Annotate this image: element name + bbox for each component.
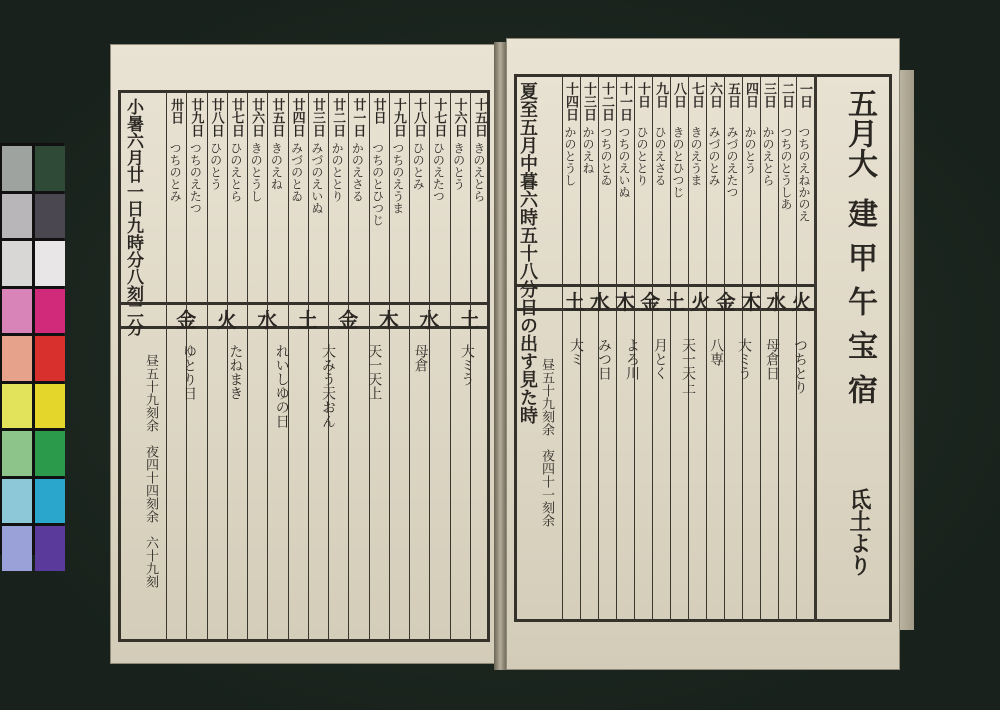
almanac-note: よろ川 xyxy=(624,338,640,380)
element-cell: 金 xyxy=(640,290,661,314)
day-sexagenary: かのとうし xyxy=(563,126,577,186)
color-swatch xyxy=(2,431,32,476)
almanac-note: みつ日 xyxy=(596,338,612,380)
day-sexagenary: ひのととり xyxy=(635,126,649,186)
mansion-tail: 氐土より xyxy=(846,488,872,576)
day-sexagenary: つちのえいぬ xyxy=(617,126,631,198)
day-number: 廿三日 xyxy=(309,98,325,137)
almanac-note: 天一天上 xyxy=(680,338,696,394)
shosho-sub: 昼五十九刻余 夜四十四刻余 六十九刻 xyxy=(143,354,158,588)
day-sexagenary: ひのえさる xyxy=(653,126,667,186)
column-rule xyxy=(348,92,349,642)
day-number: 二日 xyxy=(779,82,794,108)
almanac-note: 大ミ xyxy=(568,338,584,366)
day-sexagenary: つちのとひつじ xyxy=(370,142,385,226)
color-swatch xyxy=(2,384,32,429)
element-cell: 金 xyxy=(338,308,359,332)
element-cell: 木 xyxy=(378,308,399,332)
left-page xyxy=(110,44,498,664)
column-rule xyxy=(267,92,268,642)
day-number: 廿二日 xyxy=(330,98,346,137)
color-swatch xyxy=(2,526,32,571)
day-number: 十八日 xyxy=(411,98,427,137)
day-number: 十三日 xyxy=(581,82,596,121)
day-sexagenary: かのとう xyxy=(743,126,757,174)
day-number: 六日 xyxy=(707,82,722,108)
shosho-heading: 小暑六月廿一日九時分八刻二分 xyxy=(123,98,143,336)
color-checker xyxy=(0,143,64,555)
element-cell: 木 xyxy=(740,290,761,314)
open-book xyxy=(110,38,900,670)
element-cell: 水 xyxy=(419,308,440,332)
day-sexagenary: つちのとゐ xyxy=(599,126,613,186)
color-swatch xyxy=(35,479,65,524)
almanac-note: 八専 xyxy=(708,338,724,366)
day-sexagenary: みづのとゐ xyxy=(289,142,304,202)
day-number: 八日 xyxy=(671,82,686,108)
day-sexagenary: きのえね xyxy=(269,142,284,190)
day-number: 廿七日 xyxy=(228,98,244,137)
element-cell: 木 xyxy=(614,290,635,314)
column-rule xyxy=(389,92,390,642)
color-swatch xyxy=(35,146,65,191)
day-number: 廿日 xyxy=(370,98,386,124)
day-number: 十一日 xyxy=(617,82,632,121)
day-sexagenary: かのえとら xyxy=(761,126,775,186)
element-cell: 土 xyxy=(564,290,585,314)
day-sexagenary: きのえとら xyxy=(471,142,486,202)
day-number: 卅日 xyxy=(168,98,184,124)
element-cell: 水 xyxy=(257,308,278,332)
column-rule xyxy=(409,92,410,642)
day-number: 十四日 xyxy=(563,82,578,121)
day-number: 廿九日 xyxy=(188,98,204,137)
column-rule xyxy=(166,92,167,642)
day-sexagenary: きのとうし xyxy=(249,142,264,202)
color-swatch xyxy=(2,146,32,191)
stem-branch: 建甲午宝宿 xyxy=(842,198,877,418)
day-number: 四日 xyxy=(743,82,758,108)
day-sexagenary: かのえね xyxy=(581,126,595,174)
column-rule xyxy=(429,92,430,642)
element-cell: 火 xyxy=(690,290,711,314)
day-number: 一日 xyxy=(797,82,812,108)
color-swatch xyxy=(2,241,32,286)
day-sexagenary: つちのえうま xyxy=(390,142,405,214)
summer-sub: 昼五十九刻余 夜四十一刻余 xyxy=(539,358,554,527)
almanac-note: ゆとり日 xyxy=(181,344,198,400)
day-number: 十六日 xyxy=(451,98,467,137)
color-swatch xyxy=(35,526,65,571)
right-page xyxy=(506,38,900,670)
day-number: 三日 xyxy=(761,82,776,108)
day-number: 十九日 xyxy=(390,98,406,137)
color-swatch xyxy=(2,479,32,524)
summer-heading: 夏至五月中暮六時五十八分日の出す見た時 xyxy=(517,82,538,424)
element-cell: 土 xyxy=(459,308,480,332)
element-cell: 火 xyxy=(216,308,237,332)
color-swatch xyxy=(2,289,32,334)
day-number: 廿四日 xyxy=(289,98,305,137)
day-sexagenary: きのえうま xyxy=(689,126,703,186)
color-swatch xyxy=(35,241,65,286)
element-cell: 金 xyxy=(176,308,197,332)
day-sexagenary: つちのとうしあ xyxy=(779,126,793,210)
month-title: 五月大 xyxy=(842,88,877,178)
day-number: 十日 xyxy=(635,82,650,108)
day-number: 十二日 xyxy=(599,82,614,121)
day-number: 十七日 xyxy=(431,98,447,137)
title-divider xyxy=(814,74,817,622)
day-number: 九日 xyxy=(653,82,668,108)
day-sexagenary: みづのとみ xyxy=(707,126,721,186)
element-cell: 土 xyxy=(665,290,686,314)
day-number: 廿五日 xyxy=(269,98,285,137)
almanac-note: 月とく xyxy=(652,338,668,380)
color-swatch xyxy=(35,289,65,334)
element-cell: 水 xyxy=(589,290,610,314)
element-cell: 金 xyxy=(715,290,736,314)
almanac-note: 母倉 xyxy=(412,344,429,372)
day-sexagenary: つちのとみ xyxy=(168,142,183,202)
almanac-note: 大ミう xyxy=(736,338,752,380)
almanac-note: 大ミう xyxy=(458,344,475,386)
color-swatch xyxy=(35,194,65,239)
day-sexagenary: ひのえたつ xyxy=(431,142,446,202)
almanac-note: れいしゆの日 xyxy=(273,344,290,428)
almanac-note: たねまき xyxy=(227,344,244,400)
day-number: 七日 xyxy=(689,82,704,108)
day-number: 廿一日 xyxy=(350,98,366,137)
element-cell: 火 xyxy=(791,290,812,314)
color-swatch xyxy=(2,194,32,239)
color-swatch xyxy=(35,431,65,476)
day-sexagenary: かのえさる xyxy=(350,142,365,202)
almanac-note: 母倉日 xyxy=(764,338,780,380)
day-number: 五日 xyxy=(725,82,740,108)
almanac-note: 天一天上 xyxy=(366,344,383,400)
column-rule xyxy=(308,92,309,642)
element-cell: 土 xyxy=(297,308,318,332)
day-sexagenary: ひのとう xyxy=(208,142,223,190)
column-rule xyxy=(450,92,451,642)
almanac-note: 大みう天おん xyxy=(320,344,336,428)
day-sexagenary: ひのとみ xyxy=(411,142,426,190)
element-cell: 水 xyxy=(766,290,787,314)
day-sexagenary: つちのえねかのえ xyxy=(797,126,811,222)
day-number: 廿八日 xyxy=(208,98,224,137)
day-number: 十五日 xyxy=(471,98,487,137)
column-rule xyxy=(207,92,208,642)
day-sexagenary: きのとう xyxy=(451,142,466,190)
day-sexagenary: みづのえいぬ xyxy=(309,142,324,214)
day-sexagenary: みづのえたつ xyxy=(725,126,739,198)
day-sexagenary: きのとひつじ xyxy=(671,126,685,198)
day-sexagenary: つちのえたつ xyxy=(188,142,203,214)
day-number: 廿六日 xyxy=(249,98,265,137)
color-swatch xyxy=(2,336,32,381)
day-sexagenary: ひのえとら xyxy=(228,142,243,202)
color-swatch xyxy=(35,336,65,381)
column-rule xyxy=(247,92,248,642)
day-sexagenary: かのととり xyxy=(330,142,345,202)
color-swatch xyxy=(35,384,65,429)
almanac-note: つちとり xyxy=(792,338,808,394)
